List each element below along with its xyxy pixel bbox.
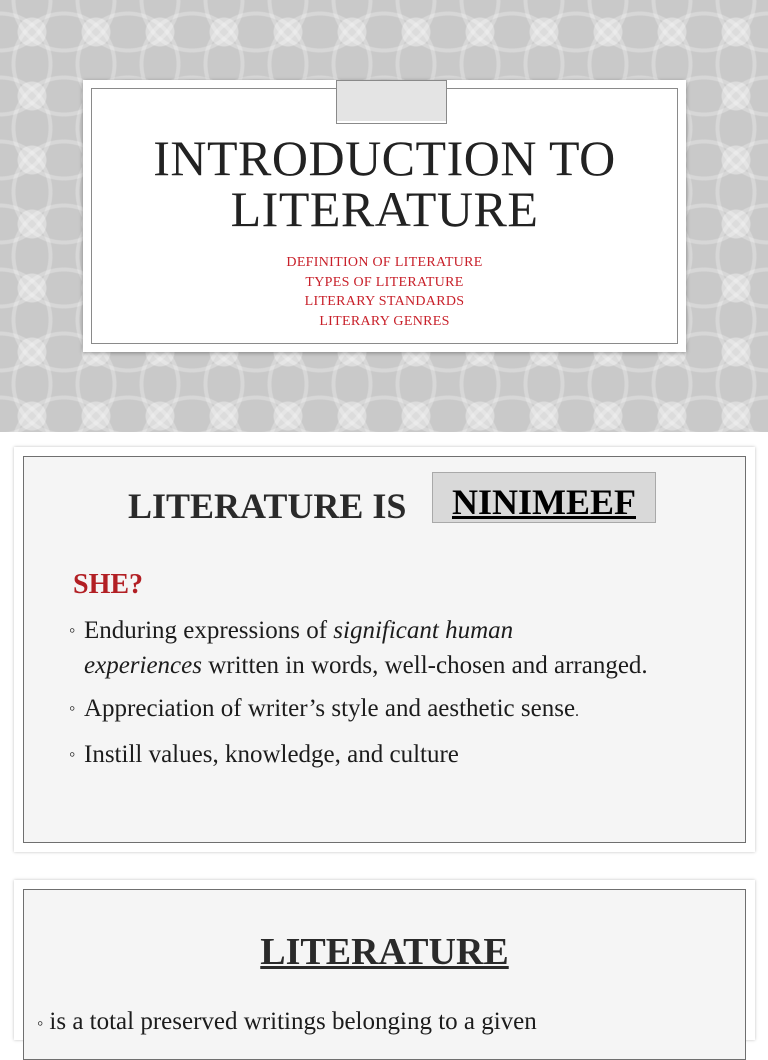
bullet-emphasis: significant human bbox=[333, 617, 514, 644]
subtitle-item: LITERARY GENRES bbox=[319, 313, 450, 329]
highlight-box bbox=[432, 472, 656, 523]
subtitle-item: LITERARY STANDARDS bbox=[304, 294, 465, 309]
subtitle-list bbox=[92, 253, 677, 331]
title-slide bbox=[0, 0, 768, 432]
bullet-list bbox=[71, 613, 711, 780]
bullet-marker-icon: ◦ bbox=[69, 744, 76, 764]
literature-slide-frame bbox=[23, 889, 746, 1060]
bullet-item bbox=[71, 613, 711, 683]
slide-title bbox=[92, 130, 677, 237]
bullet-item bbox=[37, 1008, 537, 1036]
title-card-frame bbox=[91, 88, 678, 344]
title-card bbox=[83, 80, 686, 352]
bullet-text: Instill values, knowledge, and culture bbox=[84, 741, 459, 768]
bullet-marker-icon: ◦ bbox=[37, 1013, 44, 1033]
bullet-text: is a total preserved writings belonging to a given bbox=[49, 1008, 537, 1035]
bullet-marker-icon: ◦ bbox=[69, 698, 76, 718]
subtitle-item: DEFINITION OF LITERATURE bbox=[286, 255, 483, 270]
bullet-text-tail: . bbox=[575, 703, 580, 720]
bullet-item bbox=[71, 737, 711, 772]
slide-heading: LITERATURE IS bbox=[128, 486, 407, 526]
subtitle-item: TYPES OF LITERATURE bbox=[305, 274, 464, 290]
highlight-word: NINIMEEF bbox=[451, 482, 636, 522]
bullet-text: Appreciation of writer’s style and aesthetic sense bbox=[84, 695, 576, 722]
definition-slide-frame bbox=[23, 456, 746, 843]
bullet-text: Enduring expressions of bbox=[84, 617, 334, 644]
bullet-emphasis: experiences bbox=[84, 652, 202, 679]
literature-slide bbox=[14, 880, 755, 1040]
bullet-text: written in words, well-chosen and arranged. bbox=[201, 652, 648, 679]
slide-title-line2: LITERATURE bbox=[230, 181, 539, 237]
definition-slide bbox=[14, 447, 755, 852]
slide-heading: LITERATURE bbox=[260, 931, 509, 973]
slide-title-line1: INTRODUCTION TO bbox=[153, 130, 616, 186]
bullet-marker-icon: ◦ bbox=[69, 620, 76, 640]
subheading: SHE? bbox=[73, 569, 144, 600]
decorative-tab bbox=[336, 80, 447, 124]
bullet-item bbox=[71, 691, 711, 729]
